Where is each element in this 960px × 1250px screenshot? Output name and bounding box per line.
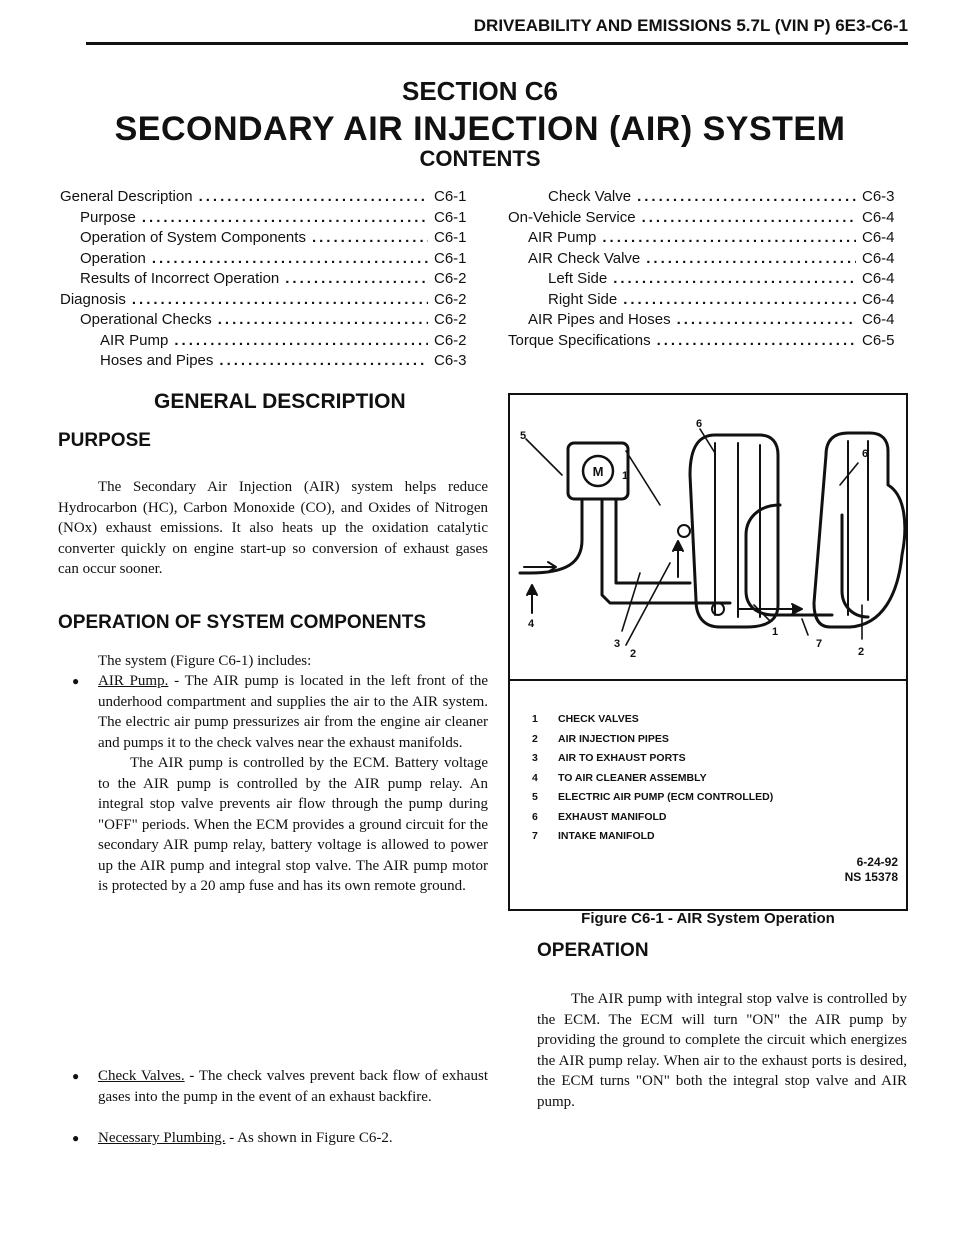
toc-entry-label: AIR Pump — [528, 229, 597, 246]
legend-text: AIR TO EXHAUST PORTS — [558, 752, 686, 764]
toc-entry — [508, 311, 908, 332]
toc-leader-dots — [285, 270, 428, 287]
toc-entry — [60, 209, 480, 230]
toc-leader-dots — [613, 270, 856, 287]
legend-item — [532, 752, 773, 772]
legend-item — [532, 811, 773, 831]
legend-number: 2 — [532, 732, 538, 745]
toc-entry-page: C6-4 — [862, 249, 895, 267]
toc-entry-label: Right Side — [548, 290, 618, 308]
toc-entry-page: C6-4 — [862, 311, 895, 328]
toc-entry-page: C6-4 — [862, 290, 895, 308]
callout-number: 3 — [614, 638, 621, 650]
toc-leader-dots — [218, 311, 428, 328]
toc-entry — [508, 188, 908, 209]
toc-entry-page: C6-3 — [862, 188, 895, 205]
toc-leader-dots — [132, 291, 428, 308]
plumbing-term: Necessary Plumbing. — [98, 1130, 226, 1146]
toc-entry-page: C6-2 — [434, 270, 467, 287]
toc-left-column — [60, 188, 480, 373]
figure-c6-1 — [508, 393, 908, 911]
motor-label: M — [592, 464, 604, 479]
callout-number: 6 — [862, 448, 869, 460]
toc-entry-page: C6-3 — [434, 352, 467, 369]
toc-leader-dots — [152, 250, 428, 267]
toc-entry — [60, 229, 480, 250]
toc-leader-dots — [174, 332, 428, 349]
toc-entry-label: AIR Pipes and Hoses — [528, 311, 671, 328]
toc-entry — [508, 270, 908, 291]
toc-leader-dots — [642, 209, 856, 226]
legend-number: 4 — [532, 771, 538, 784]
toc-entry-page: C6-1 — [434, 188, 467, 205]
air-pump-text: - The AIR pump is located in the left front of the underhood compartment and supplies the air to the AIR system. The electric air pump pressurizes air from the engine air cleaner and pumps it to the check valves near the exhaust manifolds. — [98, 673, 488, 751]
toc-entry-label: On-Vehicle Service — [508, 208, 636, 226]
toc-leader-dots — [312, 229, 428, 246]
toc-entry-label: Hoses and Pipes — [100, 352, 214, 369]
toc-entry — [60, 270, 480, 291]
toc-entry — [508, 250, 908, 271]
toc-entry-label: AIR Check Valve — [528, 249, 641, 267]
legend-item — [532, 772, 773, 792]
toc-entry-page: C6-1 — [434, 229, 467, 246]
callout-number: 2 — [858, 646, 865, 658]
toc-entry-label: Left Side — [548, 270, 608, 287]
figure-divider — [510, 679, 906, 681]
bullet-dot: ● — [72, 1069, 80, 1083]
pump-pipe — [602, 499, 730, 603]
toc-leader-dots — [657, 332, 856, 349]
operation-heading: OPERATION — [537, 940, 649, 961]
legend-text: EXHAUST MANIFOLD — [558, 810, 667, 823]
toc-entry-page: C6-2 — [434, 311, 467, 328]
toc-entry-page: C6-2 — [434, 290, 467, 308]
legend-number: 6 — [532, 810, 538, 823]
toc-entry — [60, 311, 480, 332]
header-rule — [86, 42, 908, 45]
toc-leader-dots — [646, 250, 856, 267]
toc-entry — [60, 291, 480, 312]
figure-date-ref — [845, 855, 898, 885]
toc-entry-page: C6-4 — [862, 208, 895, 226]
toc-right-column — [508, 188, 908, 352]
section-title: SECONDARY AIR INJECTION (AIR) SYSTEM — [114, 110, 846, 148]
exhaust-manifold-left — [690, 435, 778, 627]
legend-item — [532, 830, 773, 850]
check-valves-term: Check Valves. — [98, 1068, 185, 1084]
legend-text: CHECK VALVES — [558, 713, 639, 725]
toc-entry-label: Operational Checks — [80, 311, 212, 328]
legend-number: 5 — [532, 791, 538, 803]
operation-of-system-components-heading: OPERATION OF SYSTEM COMPONENTS — [58, 612, 427, 633]
legend-text: INTAKE MANIFOLD — [558, 830, 655, 842]
callout-number: 1 — [772, 626, 779, 638]
toc-entry-page: C6-2 — [434, 331, 467, 349]
air-pump-term: AIR Pump. — [98, 673, 169, 689]
callout-number: 1 — [622, 470, 629, 482]
toc-leader-dots — [219, 352, 428, 369]
legend-number: 7 — [532, 830, 538, 842]
bullet-check-valves — [72, 1066, 488, 1107]
bullet-air-pump — [72, 671, 488, 897]
toc-leader-dots — [677, 311, 856, 328]
legend-item — [532, 733, 773, 753]
callout-number: 6 — [696, 418, 703, 430]
toc-entry-label: Operation of System Components — [80, 229, 306, 246]
air-pump-text-continued: The AIR pump is controlled by the ECM. Battery voltage to the AIR pump is controlled by the AIR pump relay. An integral stop valve prevents air flow through the pump during "OFF" periods. When the ECM provides a ground circuit for the secondary AIR pump relay, battery voltage is allowed to power up the AIR pump and integral stop valve. The AIR pump motor is protected by a 20 amp fuse and has its own remote ground. — [98, 755, 488, 894]
general-description-heading: GENERAL DESCRIPTION — [154, 390, 406, 413]
check-valve — [678, 525, 690, 537]
air-system-diagram — [510, 395, 906, 679]
pump-pipe — [520, 499, 582, 573]
callout-number: 7 — [816, 638, 823, 650]
toc-entry — [60, 250, 480, 271]
figure-legend — [532, 713, 773, 850]
toc-entry-label: Purpose — [80, 208, 136, 226]
toc-entry — [60, 352, 480, 373]
check-valve — [712, 603, 724, 615]
toc-entry — [60, 188, 480, 209]
bullet-necessary-plumbing — [72, 1128, 488, 1149]
section-label: SECTION C6 — [401, 76, 559, 106]
toc-entry — [508, 209, 908, 230]
toc-entry — [508, 332, 908, 353]
figure-caption: Figure C6-1 - AIR System Operation — [581, 910, 835, 927]
legend-number: 1 — [532, 713, 538, 725]
toc-entry — [508, 229, 908, 250]
page-header-title: DRIVEABILITY AND EMISSIONS 5.7L (VIN P) 6E3-C6-1 — [473, 16, 908, 35]
toc-entry-label: Diagnosis — [60, 290, 126, 308]
purpose-paragraph: The Secondary Air Injection (AIR) system helps reduce Hydrocarbon (HC), Carbon Monoxide (CO), and Oxides of Nitrogen (NOx) exhaust emissions. It also heats up the oxidation catalytic converter quickly on engine start-up so conversion of exhaust gases can occur sooner. — [58, 479, 488, 577]
figure-ref: NS 15378 — [844, 870, 898, 884]
callout-number: 2 — [630, 648, 637, 660]
toc-entry-label: Check Valve — [548, 188, 632, 205]
plumbing-text: - As shown in Figure C6-2. — [225, 1130, 393, 1146]
figure-date: 6-24-92 — [856, 855, 898, 869]
system-intro-text: The system (Figure C6-1) includes: — [98, 653, 312, 669]
intake-manifold — [746, 505, 868, 617]
toc-entry-label: Operation — [80, 249, 146, 267]
callout-number: 5 — [520, 430, 527, 442]
toc-entry — [508, 291, 908, 312]
toc-entry-page: C6-4 — [862, 270, 895, 287]
toc-entry-page: C6-1 — [434, 208, 467, 226]
bullet-dot: ● — [72, 674, 80, 688]
bullet-dot: ● — [72, 1131, 80, 1145]
exhaust-manifold-right — [814, 433, 905, 627]
toc-entry — [60, 332, 480, 353]
toc-entry-page: C6-5 — [862, 331, 895, 349]
legend-text: TO AIR CLEANER ASSEMBLY — [558, 771, 707, 784]
toc-leader-dots — [142, 209, 428, 226]
legend-text: AIR INJECTION PIPES — [558, 732, 669, 745]
callout-number: 4 — [528, 618, 535, 630]
toc-leader-dots — [199, 188, 428, 205]
toc-entry-label: General Description — [60, 188, 193, 205]
toc-leader-dots — [623, 291, 856, 308]
toc-entry-label: Torque Specifications — [508, 331, 651, 349]
toc-entry-label: Results of Incorrect Operation — [80, 270, 280, 287]
toc-entry-page: C6-1 — [434, 249, 467, 267]
legend-text: ELECTRIC AIR PUMP (ECM CONTROLLED) — [558, 791, 774, 803]
toc-entry-page: C6-4 — [862, 229, 895, 246]
operation-paragraph: The AIR pump with integral stop valve is controlled by the ECM. The ECM will turn "ON" the AIR pump by providing the ground to complete the circuit which energizes the AIR pump relay. When air to the exhaust ports is desired, the ECM turns "ON" both the integral stop valve and AIR pump. — [537, 991, 907, 1110]
legend-item — [532, 713, 773, 733]
toc-leader-dots — [637, 188, 856, 205]
legend-item — [532, 791, 773, 811]
contents-heading: CONTENTS — [419, 146, 541, 171]
purpose-heading: PURPOSE — [58, 430, 151, 451]
toc-entry-label: AIR Pump — [100, 331, 169, 349]
check-valves-text: - The check valves prevent back flow of exhaust gases into the pump in the event of an exhaust backfire. — [98, 1068, 488, 1105]
legend-number: 3 — [532, 752, 538, 764]
toc-leader-dots — [602, 229, 856, 246]
